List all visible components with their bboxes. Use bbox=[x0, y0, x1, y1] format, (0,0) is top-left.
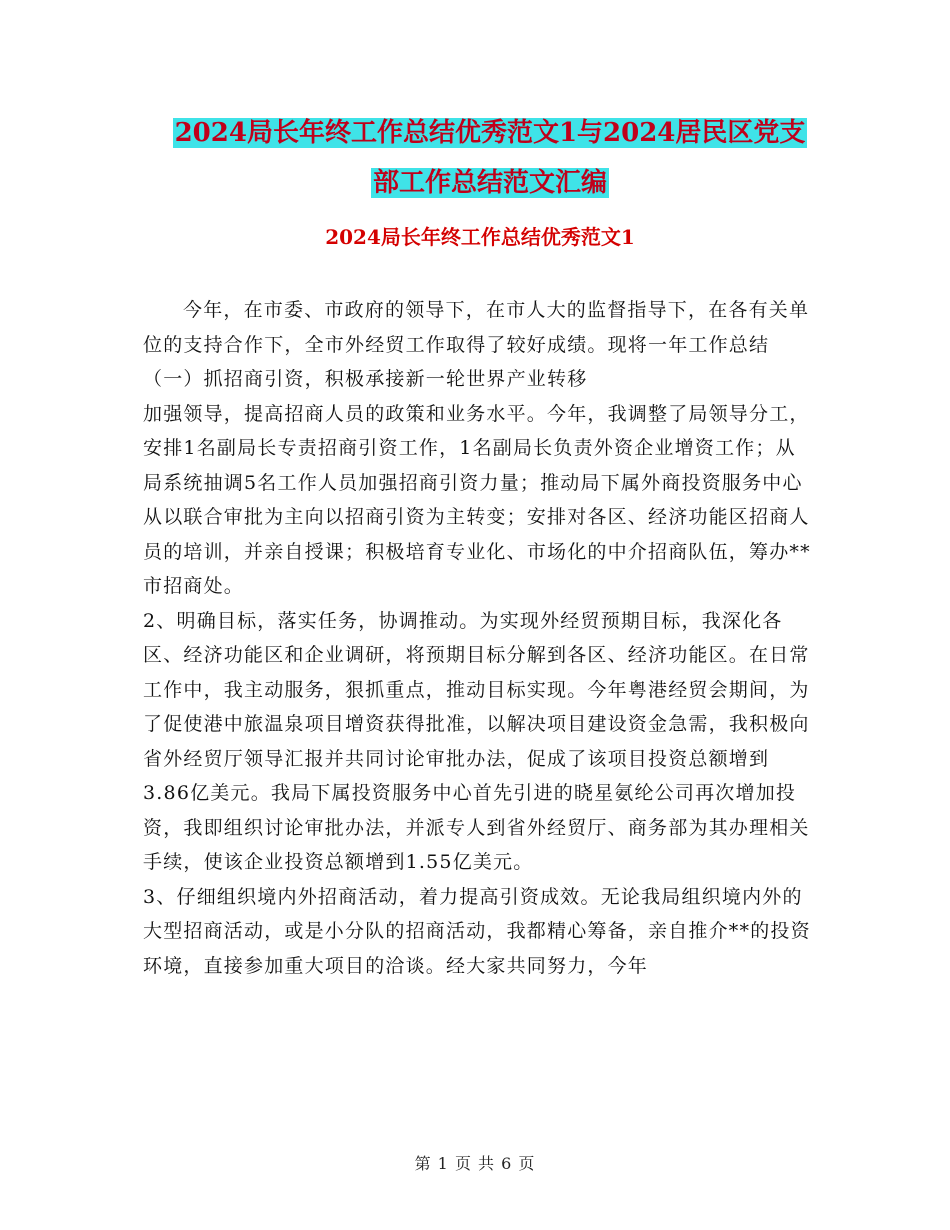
paragraph-heading-1: （一）抓招商引资，积极承接新一轮世界产业转移 bbox=[143, 368, 588, 390]
paragraph-item-1: 加强领导，提高招商人员的政策和业务水平。今年，我调整了局领导分工，安排1名副局长专责招商引资工作，1名副局长负责外资企业增资工作；从局系统抽调5名工作人员加强招商引资力量；推动局下属外商投资服务中心从以联合审批为主向以招商引资为主转变；安排对各区、经济功能区招商人员的培训，并亲自授课；积极培育专业化、市场化的中介招商队伍，筹办**市招商处。 bbox=[143, 402, 811, 597]
section-title: 2024局长年终工作总结优秀范文1 bbox=[325, 225, 635, 249]
title-line-1: 2024局长年终工作总结优秀范文1与2024居民区党支 bbox=[174, 118, 806, 148]
page-footer: 第 1 页 共 6 页 bbox=[414, 1154, 536, 1173]
document-body bbox=[143, 293, 813, 983]
paragraph-intro: 今年，在市委、市政府的领导下，在市人大的监督指导下，在各有关单位的支持合作下，全市外经贸工作取得了较好成绩。现将一年工作总结 bbox=[143, 299, 810, 356]
title-line-2: 部工作总结范文汇编 bbox=[372, 168, 607, 198]
document-title bbox=[140, 108, 840, 208]
paragraph-item-3: 3、仔细组织境内外招商活动，着力提高引资成效。无论我局组织境内外的大型招商活动，或是小分队的招商活动，我都精心筹备，亲自推介**的投资环境，直接参加重大项目的洽谈。经大家共同努力，今年 bbox=[143, 885, 811, 977]
paragraph-item-2: 2、明确目标，落实任务，协调推动。为实现外经贸预期目标，我深化各区、经济功能区和企业调研，将预期目标分解到各区、经济功能区。在日常工作中，我主动服务，狠抓重点，推动目标实现。今年粤港经贸会期间，为了促使港中旅温泉项目增资获得批准，以解决项目建设资金急需，我积极向省外经贸厅领导汇报并共同讨论审批办法，促成了该项目投资总额增到3.86亿美元。我局下属投资服务中心首先引进的晓星氨纶公司再次增加投资，我即组织讨论审批办法，并派专人到省外经贸厅、商务部为其办理相关手续，使该企业投资总额增到1.55亿美元。 bbox=[143, 609, 810, 873]
